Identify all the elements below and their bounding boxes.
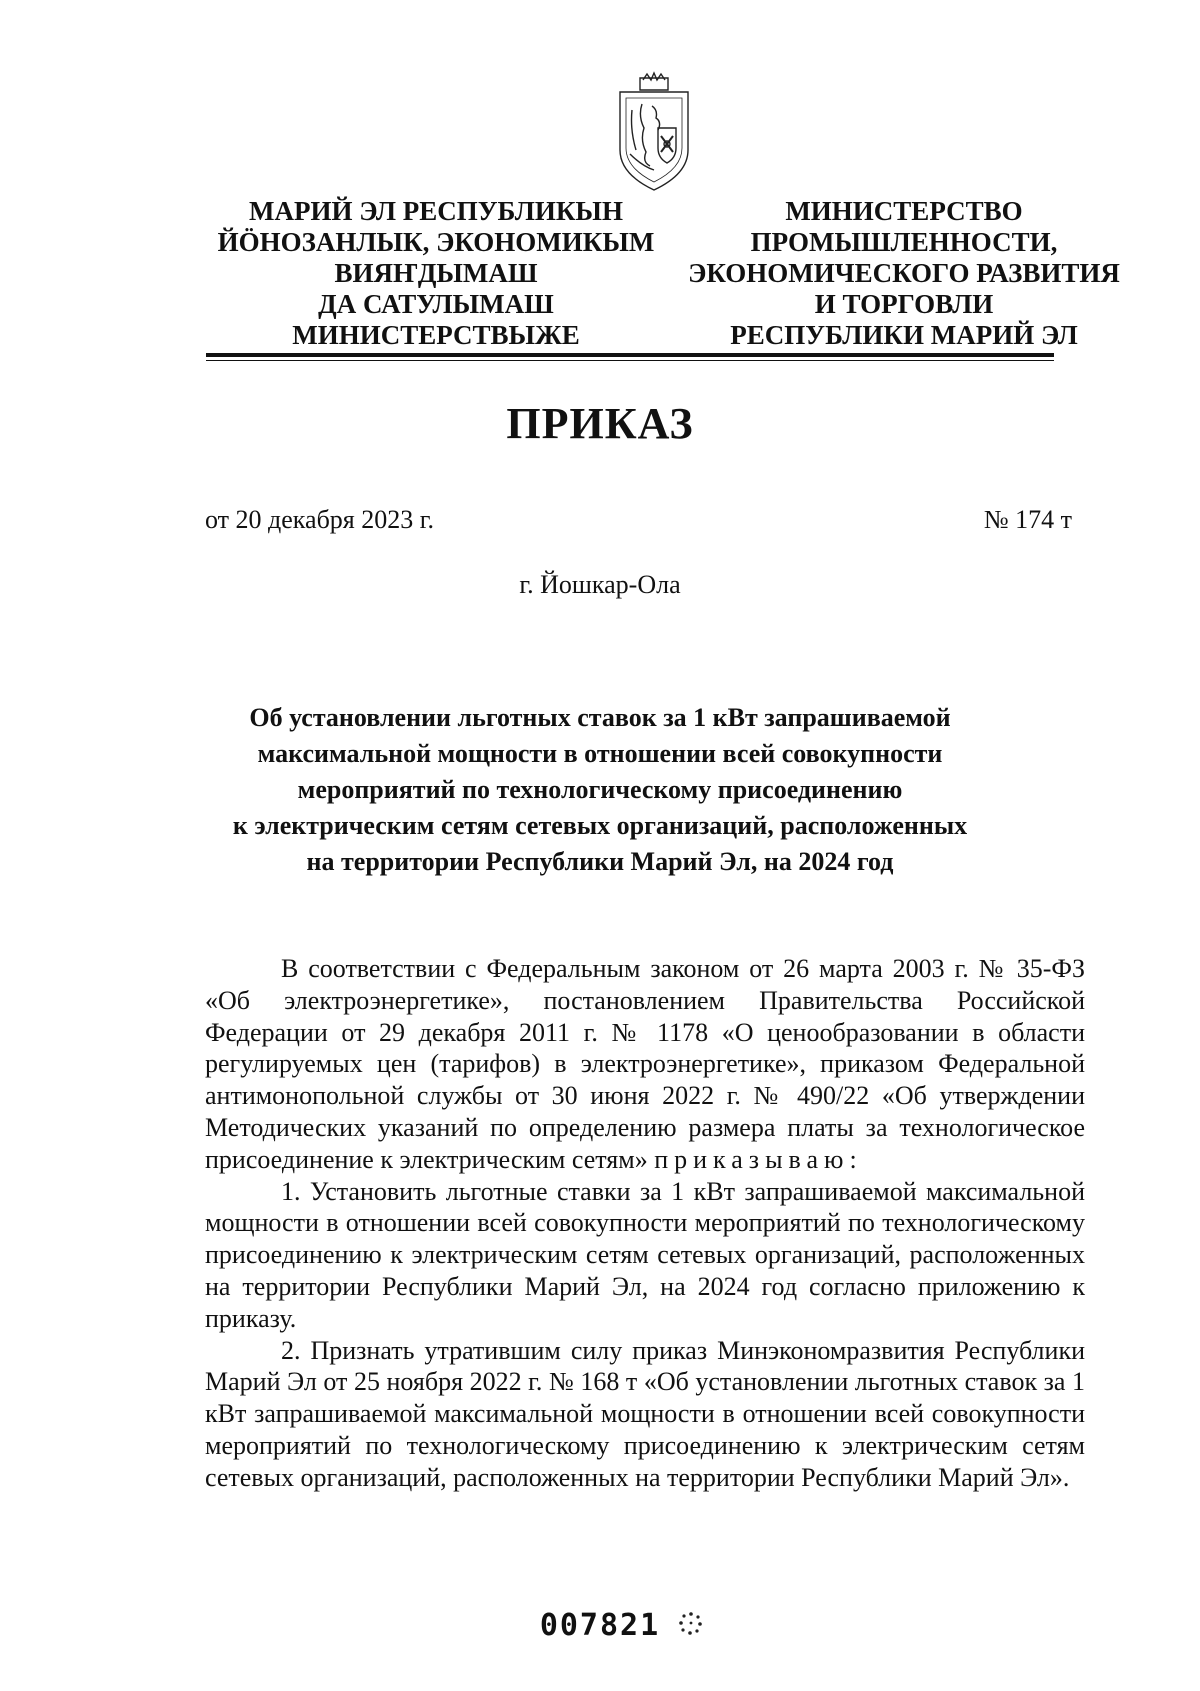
document-city: г. Йошкар-Ола [519, 570, 681, 599]
header-right-line: МИНИСТЕРСТВО [785, 196, 1023, 226]
header-right-line: И ТОРГОВЛИ [814, 289, 994, 319]
subject-line: на территории Республики Марий Эл, на 2024 год [306, 847, 894, 876]
order-word: приказываю: [654, 1144, 863, 1174]
preamble-paragraph [205, 953, 1085, 1176]
preamble-text: В соответствии с Федеральным законом от 26 марта 2003 г. № 35-ФЗ «Об электроэнергетике», постановлением Правительства Российской Федерации от 29 декабря 2011 г. № 1178 «О ценообразовании в области регулируемых цен (тарифов) в электроэнергетике», приказом Федеральной антимонопольной службы от 30 июня 2022 г. № 490/22 «Об утверждении Методических указаний по определению размера платы за технологическое присоединение к электрическим сетям» [205, 954, 1085, 1174]
header-right-line: РЕСПУБЛИКИ МАРИЙ ЭЛ [730, 320, 1078, 350]
document-date: от 20 декабря 2023 г. [205, 505, 434, 534]
header-left-line: МИНИСТЕРСТВЫЖЕ [292, 320, 580, 350]
header-left-line: ДА САТУЛЫМАШ [318, 289, 554, 319]
serial-number: 007821 [539, 1608, 661, 1643]
subject-line: к электрическим сетям сетевых организаций, расположенных [232, 811, 968, 840]
header-divider-thin [206, 360, 1054, 361]
header-russian-ministry-name [664, 196, 1144, 351]
header-left-line: ВИЯҤДЫМАШ [334, 258, 538, 288]
header-divider-thick [206, 353, 1054, 357]
item-1-paragraph: 1. Установить льготные ставки за 1 кВт запрашиваемой максимальной мощности в отношении всей совокупности мероприятий по технологическому присоединению к электрическим сетям сетевых организаций, расположенных на территории Республики Марий Эл, на 2024 год согласно приложению к приказу. [205, 1176, 1085, 1333]
header-mari-ministry-name [206, 196, 666, 351]
stamp-mark-icon [678, 1610, 704, 1636]
header-right-line: ЭКОНОМИЧЕСКОГО РАЗВИТИЯ [688, 258, 1120, 288]
subject-line: мероприятий по технологическому присоединению [297, 775, 903, 804]
item-2-paragraph: 2. Признать утратившим силу приказ Минэкономразвития Республики Марий Эл от 25 ноября 2022 г. № 168 т «Об установлении льготных ставок за 1 кВт запрашиваемой максимальной мощности в отношении всей совокупности мероприятий по технологическому присоединению к электрическим сетям сетевых организаций, расположенных на территории Республики Марий Эл». [205, 1335, 1085, 1492]
header-left-line: ЙӦНОЗАНЛЫК, ЭКОНОМИКЫМ [217, 227, 655, 257]
subject-line: максимальной мощности в отношении всей совокупности [257, 739, 943, 768]
header-left-line: МАРИЙ ЭЛ РЕСПУБЛИКЫН [249, 196, 623, 226]
document-subject [150, 700, 1050, 880]
subject-line: Об установлении льготных ставок за 1 кВт запрашиваемой [249, 703, 951, 732]
header-right-line: ПРОМЫШЛЕННОСТИ, [750, 227, 1058, 257]
document-number: № 174 т [983, 505, 1072, 534]
document-title: ПРИКАЗ [506, 399, 694, 448]
document-body [205, 953, 1085, 1494]
coat-of-arms-icon [612, 70, 696, 194]
